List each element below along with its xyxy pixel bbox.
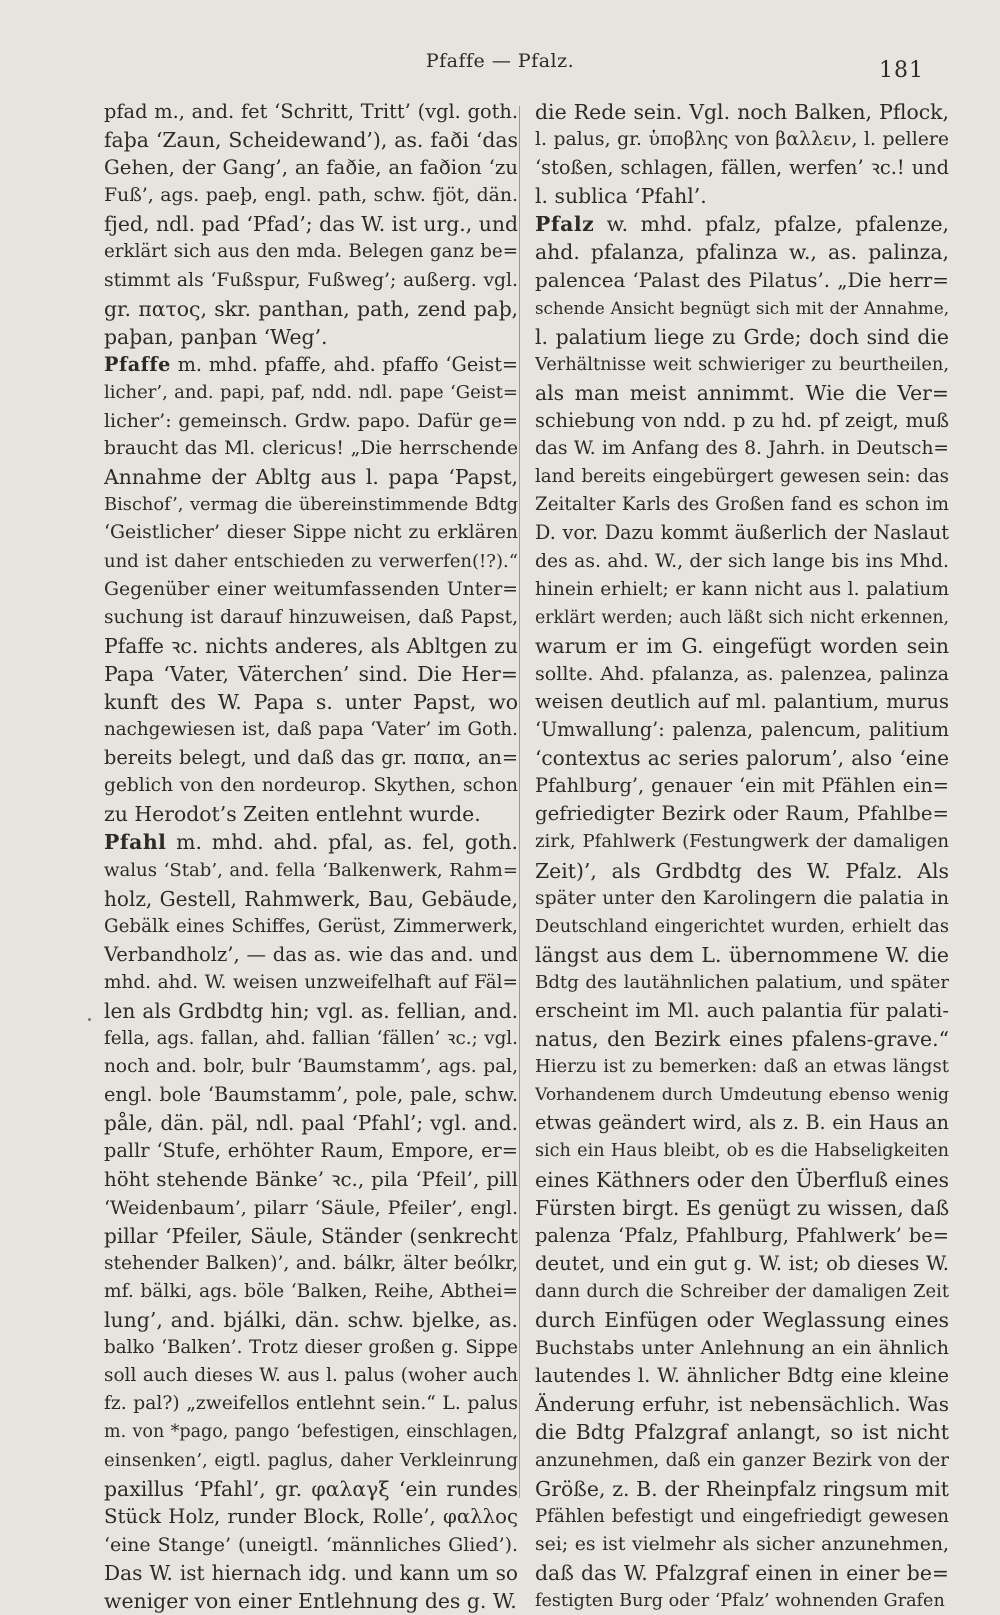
text-line: Verbandholz’, — das as. wie das and. und bbox=[104, 942, 518, 966]
text-line: paþan, panþan ‘Weg’. bbox=[104, 324, 328, 349]
text-line: mf. bälki, ags. böle ‘Balken, Reihe, Abthei= bbox=[104, 1280, 518, 1302]
text-line: Zeitalter Karls des Großen fand es schon im bbox=[535, 494, 949, 516]
text-line: Pfalz w. mhd. pfalz, pfalze, pfalenze, bbox=[535, 212, 949, 237]
text-line: Gegenüber einer weitumfassenden Unter= bbox=[104, 578, 518, 600]
text-line: weniger von einer Entlehnung des g. W. bbox=[104, 1588, 517, 1613]
text-line: das W. im Anfang des 8. Jahrh. in Deutsch= bbox=[535, 438, 949, 460]
text-line: Stück Holz, runder Block, Rolle’, φαλλος bbox=[104, 1504, 518, 1528]
text-line: m. von *pago, pango ‘befestigen, einschlagen, bbox=[104, 1422, 518, 1443]
text-line: kunft des W. Papa s. unter Papst, wo bbox=[104, 689, 518, 714]
text-line: Pfählen befestigt und eingefriedigt gewesen bbox=[535, 1505, 949, 1527]
text-line: pillar ‘Pfeiler, Säule, Ständer (senkrecht bbox=[104, 1223, 518, 1248]
running-title: Pfaffe — Pfalz. bbox=[425, 50, 575, 72]
text-line: weisen deutlich auf ml. palantium, murus bbox=[535, 689, 949, 713]
text-line: geblich von den nordeurop. Skythen, schon bbox=[104, 775, 518, 797]
text-line: D. vor. Dazu kommt äußerlich der Naslaut bbox=[535, 521, 949, 545]
text-line: erklärt sich aus den mda. Belegen ganz be= bbox=[104, 241, 518, 263]
text-line: fz. pal?) „zweifellos entlehnt sein.“ L. palus bbox=[104, 1393, 518, 1415]
text-line: als man meist annimmt. Wie die Ver= bbox=[535, 380, 949, 405]
text-line: festigten Burg oder ‘Pfalz’ wohnenden Grafen bbox=[535, 1590, 945, 1611]
text-line: warum er im G. eingefügt worden sein bbox=[535, 633, 949, 658]
text-line: paxillus ‘Pfahl’, gr. φαλαγξ ‘ein rundes bbox=[104, 1476, 518, 1501]
text-line: einsenken’, eigtl. paglus, daher Verkleinrung bbox=[104, 1449, 518, 1471]
page-number: 181 bbox=[879, 58, 924, 83]
text-line: Annahme der Abltg aus l. papa ‘Papst, bbox=[104, 465, 518, 490]
text-line: holz, Gestell, Rahmwerk, Bau, Gebäude, bbox=[104, 886, 518, 911]
text-line: Änderung erfuhr, ist nebensächlich. Was bbox=[535, 1392, 949, 1417]
paper-speck bbox=[88, 1018, 91, 1021]
text-line: zirk, Pfahlwerk (Festungwerk der damaligen bbox=[535, 831, 949, 853]
column-divider bbox=[519, 106, 520, 1498]
text-line: sich ein Haus bleibt, ob es die Habseligkeiten bbox=[535, 1141, 949, 1162]
text-line: l. palatium liege zu Grde; doch sind die bbox=[535, 324, 949, 349]
text-line: Fürsten birgt. Es genügt zu wissen, daß bbox=[535, 1195, 949, 1220]
text-line: die Bdtg Pfalzgraf anlangt, so ist nicht bbox=[535, 1420, 949, 1445]
text-line: höht stehende Bänke’ ꝛc., pila ‘Pfeil’, pill bbox=[104, 1167, 518, 1191]
text-line: Pfahl m. mhd. ahd. pfal, as. fel, goth. bbox=[104, 830, 518, 855]
text-line: suchung ist darauf hinzuweisen, daß Papst, bbox=[104, 606, 518, 628]
text-line: braucht das Ml. clericus! „Die herrschende bbox=[104, 438, 518, 460]
text-line: faþa ‘Zaun, Scheidewand’), as. faði ‘das bbox=[104, 128, 518, 153]
text-line: bereits belegt, und daß das gr. παπα, an= bbox=[104, 746, 518, 770]
text-line: etwas geändert wird, als z. B. ein Haus an bbox=[535, 1111, 949, 1135]
text-line: soll auch dieses W. aus l. palus (woher auch bbox=[104, 1365, 518, 1387]
text-line: erklärt werden; auch läßt sich nicht erkennen, bbox=[535, 607, 949, 628]
text-line: palenza ‘Pfalz, Pfahlburg, Pfahlwerk’ be= bbox=[535, 1223, 949, 1247]
text-line: zu Herodot’s Zeiten entlehnt wurde. bbox=[104, 802, 481, 827]
left-column bbox=[104, 98, 518, 1613]
text-line: Fuß’, ags. paeþ, engl. path, schw. fjöt, dän. bbox=[104, 185, 518, 207]
text-line: licher’, and. papi, paf, ndd. ndl. pape ‘Geist= bbox=[104, 381, 518, 403]
text-line: durch Einfügen oder Weglassung eines bbox=[535, 1308, 949, 1333]
text-line: pfad m., and. fet ‘Schritt, Tritt’ (vgl. goth. bbox=[104, 100, 518, 123]
text-line: engl. bole ‘Baumstamm’, pole, pale, schw. bbox=[104, 1083, 518, 1107]
headword: Pfalz bbox=[535, 212, 595, 237]
text-line: schiebung von ndd. p zu hd. pf zeigt, muß bbox=[535, 409, 949, 433]
right-column bbox=[535, 98, 949, 1611]
headword: Pfaffe bbox=[104, 352, 171, 376]
text-line: Bdtg des lautähnlichen palatium, und später bbox=[535, 971, 949, 993]
text-line: mhd. ahd. W. weisen unzweifelhaft auf Fäl= bbox=[104, 971, 518, 993]
text-line: ‘Geistlicher’ dieser Sippe nicht zu erklären bbox=[104, 522, 518, 544]
text-line: ‘Umwallung’: palenza, palencum, palitium bbox=[535, 718, 949, 742]
text-line: l. sublica ‘Pfahl’. bbox=[535, 184, 707, 209]
text-line: anzunehmen, daß ein ganzer Bezirk von der bbox=[535, 1449, 949, 1471]
text-line: stehender Balken)’, and. bálkr, älter beólkr, bbox=[104, 1252, 518, 1274]
text-line: fella, ags. fallan, ahd. fallian ‘fällen’ ꝛc.; vgl. bbox=[104, 1028, 518, 1050]
text-line: stimmt als ‘Fußspur, Fußweg’; außerg. vgl. bbox=[104, 269, 518, 291]
text-line: natus, den Bezirk eines pfalens-grave.“ bbox=[535, 1027, 949, 1052]
text-line: Deutschland eingerichtet wurden, erhielt das bbox=[535, 916, 949, 937]
text-line: len als Grdbdtg hin; vgl. as. fellian, and. bbox=[104, 999, 518, 1023]
text-line: später unter den Karolingern die palatia in bbox=[535, 887, 949, 909]
text-line: Verhältnisse weit schwieriger zu beurtheilen, bbox=[535, 353, 949, 375]
text-line: Pfaffe m. mhd. pfaffe, ahd. pfaffo ‘Geist= bbox=[104, 352, 518, 376]
text-line: schende Ansicht begnügt sich mit der Annahme, bbox=[535, 298, 949, 318]
text-line: Pfaffe ꝛc. nichts anderes, als Abltgen zu bbox=[104, 633, 518, 658]
text-line: gr. πατος, skr. panthan, path, zend paþ, bbox=[104, 296, 518, 321]
text-line: balko ‘Balken’. Trotz dieser großen g. Sippe bbox=[104, 1337, 518, 1359]
text-line: sollte. Ahd. pfalanza, as. palenzea, palinza bbox=[535, 661, 949, 685]
text-line: und ist daher entschieden zu verwerfen(!?).“ bbox=[104, 550, 518, 572]
text-line: ‘Weidenbaum’, pilarr ‘Säule, Pfeiler’, engl. bbox=[104, 1196, 518, 1219]
text-line: eines Käthners oder den Überfluß eines bbox=[535, 1167, 949, 1192]
text-line: Das W. ist hiernach idg. und kann um so bbox=[104, 1560, 518, 1585]
text-line: nachgewiesen ist, daß papa ‘Vater’ im Goth. bbox=[104, 719, 518, 741]
text-line: hinein erhielt; er kann nicht aus l. palatium bbox=[535, 578, 949, 600]
text-line: walus ‘Stab’, and. fella ‘Balkenwerk, Rahm= bbox=[104, 859, 518, 881]
text-line: Zeit)’, als Grdbdtg des W. Pfalz. Als bbox=[535, 858, 949, 883]
text-line: licher’: gemeinsch. Grdw. papo. Dafür ge= bbox=[104, 410, 518, 433]
text-line: längst aus dem L. übernommene W. die bbox=[535, 942, 949, 967]
text-line: ahd. pfalanza, pfalinza w., as. palinza, bbox=[535, 240, 949, 265]
text-line: daß das W. Pfalzgraf einen in einer be= bbox=[535, 1560, 949, 1585]
text-line: land bereits eingebürgert gewesen sein: das bbox=[535, 466, 949, 488]
text-line: noch and. bolr, bulr ‘Baumstamm’, ags. pal, bbox=[104, 1056, 518, 1078]
text-line: dann durch die Schreiber der damaligen Zeit bbox=[535, 1280, 949, 1302]
headword: Pfahl bbox=[104, 830, 167, 855]
text-line: påle, dän. päl, ndl. paal ‘Pfahl’; vgl. and. bbox=[104, 1111, 518, 1136]
text-line: Vorhandenem durch Umdeutung ebenso wenig bbox=[535, 1085, 949, 1106]
text-line: Papa ‘Vater, Väterchen’ sind. Die Her= bbox=[104, 661, 518, 686]
text-line: gefriedigter Bezirk oder Raum, Pfahlbe= bbox=[535, 802, 949, 826]
text-line: Pfahlburg’, genauer ‘ein mit Pfählen ein= bbox=[535, 774, 949, 798]
text-line: Gehen, der Gang’, an faðie, an faðion ‘zu bbox=[104, 156, 518, 180]
text-line: Größe, z. B. der Rheinpfalz ringsum mit bbox=[535, 1476, 949, 1501]
text-line: palencea ‘Palast des Pilatus’. „Die herr= bbox=[535, 268, 949, 292]
text-line: ‘contextus ac series palorum’, also ‘eine bbox=[535, 746, 949, 771]
text-line: lung’, and. bjálki, dän. schw. bjelke, as. bbox=[104, 1308, 518, 1333]
text-line: Gebälk eines Schiffes, Gerüst, Zimmerwerk, bbox=[104, 915, 518, 937]
text-line: lautendes l. W. ähnlicher Bdtg eine kleine bbox=[535, 1364, 949, 1388]
text-line: Bischof’, vermag die übereinstimmende Bdtg bbox=[104, 494, 518, 516]
text-line: sei; es ist vielmehr als sicher anzunehmen, bbox=[535, 1533, 949, 1555]
text-line: Buchstabs unter Anlehnung an ein ähnlich bbox=[535, 1337, 949, 1360]
text-line: ‘stoßen, schlagen, fällen, werfen’ ꝛc.! und bbox=[535, 156, 949, 180]
text-line: deutet, und ein gut g. W. ist; ob dieses W. bbox=[535, 1251, 949, 1275]
text-line: l. palus, gr. ὑποβλης von βαλλειν, l. pellere bbox=[535, 129, 949, 151]
text-line: pallr ‘Stufe, erhöhter Raum, Empore, er= bbox=[104, 1139, 518, 1163]
text-line: Hierzu ist zu bemerken: daß an etwas längst bbox=[535, 1056, 949, 1078]
text-line: fjed, ndl. pad ‘Pfad’; das W. ist urg., und bbox=[104, 212, 518, 237]
text-line: ‘eine Stange’ (uneigtl. ‘männliches Glied’). bbox=[104, 1533, 518, 1556]
text-line: die Rede sein. Vgl. noch Balken, Pflock, bbox=[535, 100, 949, 124]
text-line: des as. ahd. W., der sich lange bis ins Mhd. bbox=[535, 550, 949, 572]
text-line: erscheint im Ml. auch palantia für palati- bbox=[535, 999, 949, 1022]
